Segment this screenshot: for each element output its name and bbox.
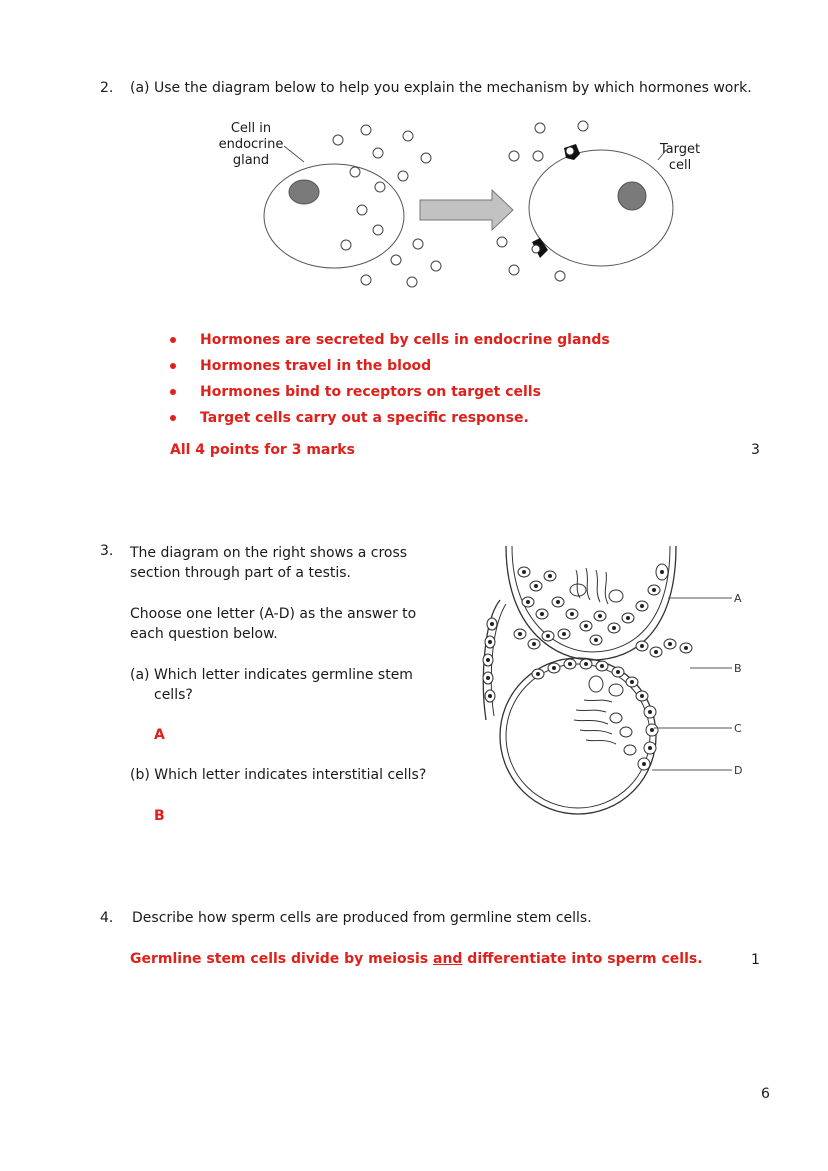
label-c: C bbox=[734, 722, 742, 735]
page-number: 6 bbox=[761, 1086, 770, 1102]
q4-answer: Germline stem cells divide by meiosis and differentiate into sperm cells. bbox=[130, 951, 703, 967]
lower-cells bbox=[532, 659, 658, 770]
q2-number: 2. bbox=[100, 80, 114, 96]
q2-marking-note: All 4 points for 3 marks bbox=[170, 442, 355, 458]
label-d: D bbox=[734, 764, 743, 777]
q4-number: 4. bbox=[100, 910, 114, 926]
label-a: A bbox=[734, 592, 742, 605]
upper-cells bbox=[518, 564, 668, 645]
q3-intro: The diagram on the right shows a cross section through part of a testis. bbox=[130, 545, 408, 581]
target-cell-label: Target cell bbox=[659, 142, 701, 173]
target-nucleus bbox=[618, 182, 646, 210]
q4-marks: 1 bbox=[751, 952, 760, 968]
q4-prompt: Describe how sperm cells are produced from germline stem cells. bbox=[132, 910, 592, 926]
q2-answer-list bbox=[170, 332, 610, 434]
label-b: B bbox=[734, 662, 742, 675]
q3-instruction: Choose one letter (A-D) as the answer to each question below. bbox=[130, 606, 417, 642]
answer-bullet: Hormones bind to receptors on target cells bbox=[170, 384, 610, 400]
endocrine-cell-label: Cell in endocrine gland bbox=[218, 121, 284, 168]
answer-bullet: Hormones travel in the blood bbox=[170, 358, 610, 374]
blood-flow-arrow bbox=[420, 190, 513, 230]
answer-bullet: Target cells carry out a specific response. bbox=[170, 410, 610, 426]
q3-answer-a: A bbox=[154, 727, 165, 743]
answer-bullet: Hormones are secreted by cells in endocrine glands bbox=[170, 332, 610, 348]
testis-diagram bbox=[476, 540, 766, 830]
interstitial-cells bbox=[514, 629, 692, 657]
q3-answer-b: B bbox=[154, 808, 165, 824]
endocrine-nucleus bbox=[289, 180, 319, 204]
q3-part-a: (a) Which letter indicates germline stem cells? bbox=[130, 667, 413, 703]
label-lines bbox=[652, 598, 732, 770]
q3-part-b: (b) Which letter indicates interstitial cells? bbox=[130, 767, 427, 783]
endocrine-cell bbox=[264, 164, 404, 268]
q2-marks: 3 bbox=[751, 442, 760, 458]
q3-number: 3. bbox=[100, 543, 114, 559]
q2-prompt: (a) Use the diagram below to help you explain the mechanism by which hormones work. bbox=[130, 80, 752, 96]
lower-sperm bbox=[574, 700, 616, 744]
